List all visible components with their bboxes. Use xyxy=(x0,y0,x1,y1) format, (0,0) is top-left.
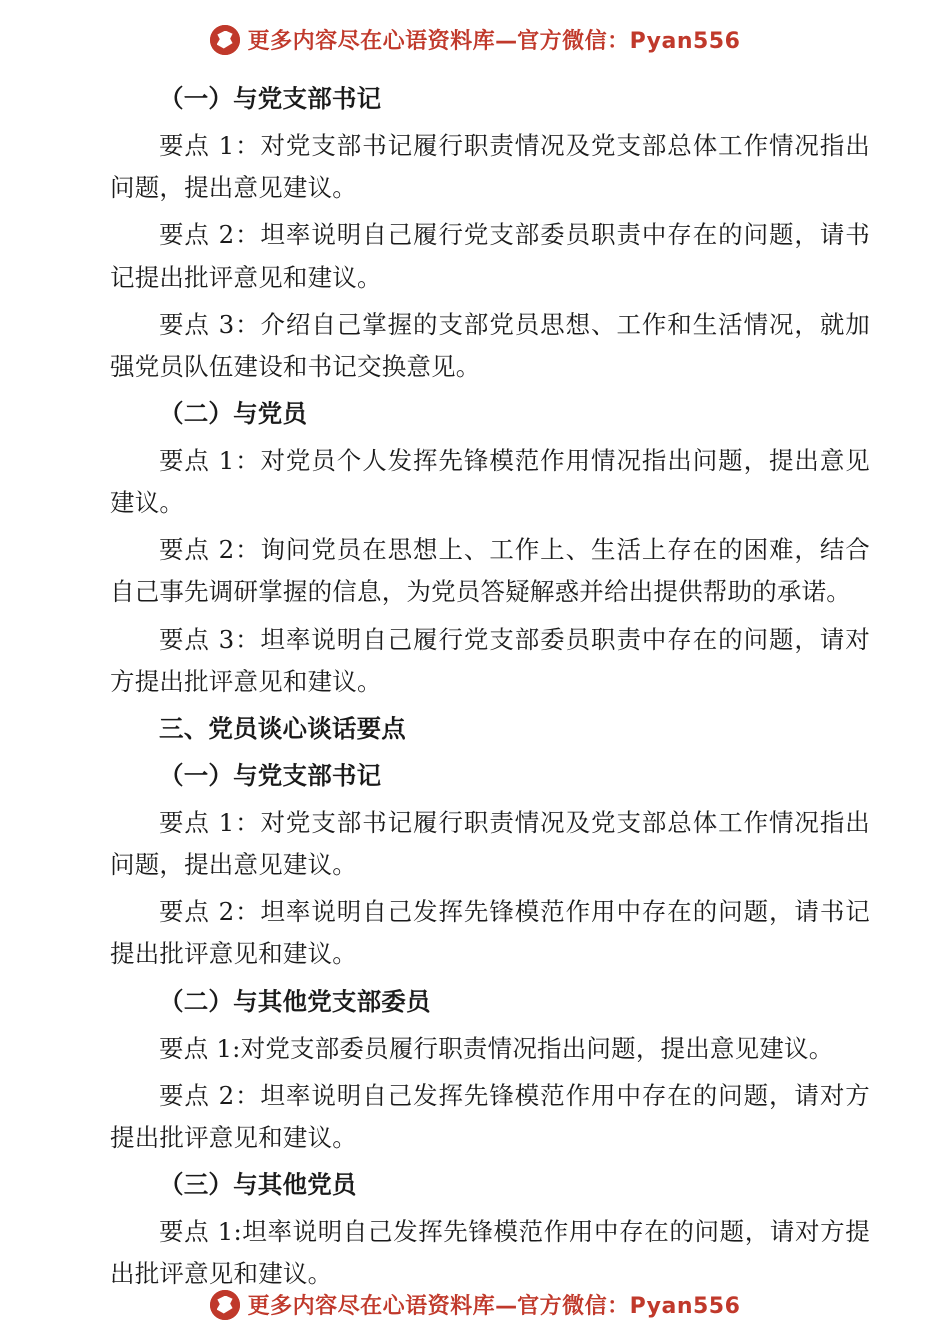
watermark-header-text xyxy=(248,24,741,55)
subsection-heading: （一）与党支部书记 xyxy=(159,760,382,790)
paragraph: 要点 2：坦率说明自己发挥先锋模范作用中存在的问题，请书记提出批评意见和建议。 xyxy=(110,897,870,969)
paragraph: 要点 1：对党支部书记履行职责情况及党支部总体工作情况指出问题，提出意见建议。 xyxy=(110,131,870,203)
section-heading: 三、党员谈心谈话要点 xyxy=(159,713,406,743)
watermark-wechat-id: Pyan556 xyxy=(629,1294,741,1319)
subsection-heading: （二）与其他党支部委员 xyxy=(159,986,431,1016)
paragraph: 要点 2：询问党员在思想上、工作上、生活上存在的困难，结合自己事先调研掌握的信息，为党员答疑解惑并给出提供帮助的承诺。 xyxy=(110,535,870,607)
subsection-heading: （一）与党支部书记 xyxy=(159,84,382,113)
paragraph: 要点 3：介绍自己掌握的支部党员思想、工作和生活情况，就加强党员队伍建设和书记交换意见。 xyxy=(110,309,870,381)
watermark-footer xyxy=(0,1289,950,1320)
paragraph: 要点 1：对党支部书记履行职责情况及党支部总体工作情况指出问题，提出意见建议。 xyxy=(110,808,870,880)
paragraph: 要点 1:坦率说明自己发挥先锋模范作用中存在的问题，请对方提出批评意见和建议。 xyxy=(110,1217,870,1289)
paragraph: 要点 3：坦率说明自己履行党支部委员职责中存在的问题，请对方提出批评意见和建议。 xyxy=(110,624,870,696)
watermark-wechat-label: 官方微信： xyxy=(517,29,630,54)
watermark-wechat-label: 官方微信： xyxy=(517,1294,630,1319)
subsection-heading: （二）与党员 xyxy=(159,398,308,428)
paragraph: 要点 2：坦率说明自己发挥先锋模范作用中存在的问题，请对方提出批评意见和建议。 xyxy=(110,1080,870,1152)
paragraph: 要点 1:对党支部委员履行职责情况指出问题，提出意见建议。 xyxy=(159,1033,834,1063)
watermark-brand: 更多内容尽在心语资料库 xyxy=(247,1294,496,1319)
paragraph: 要点 2：坦率说明自己履行党支部委员职责中存在的问题，请书记提出批评意见和建议。 xyxy=(110,220,870,292)
flame-circle-logo-icon xyxy=(210,1290,240,1320)
watermark-separator: — xyxy=(495,1294,518,1319)
document-body xyxy=(110,78,870,1300)
watermark-footer-text xyxy=(248,1289,741,1320)
watermark-separator: — xyxy=(495,29,518,54)
watermark-wechat-id: Pyan556 xyxy=(629,29,741,54)
flame-circle-logo-icon xyxy=(210,25,240,55)
subsection-heading: （三）与其他党员 xyxy=(159,1170,357,1199)
watermark-header xyxy=(0,24,950,55)
paragraph: 要点 1：对党员个人发挥先锋模范作用情况指出问题，提出意见建议。 xyxy=(110,446,870,518)
watermark-brand: 更多内容尽在心语资料库 xyxy=(247,29,496,54)
